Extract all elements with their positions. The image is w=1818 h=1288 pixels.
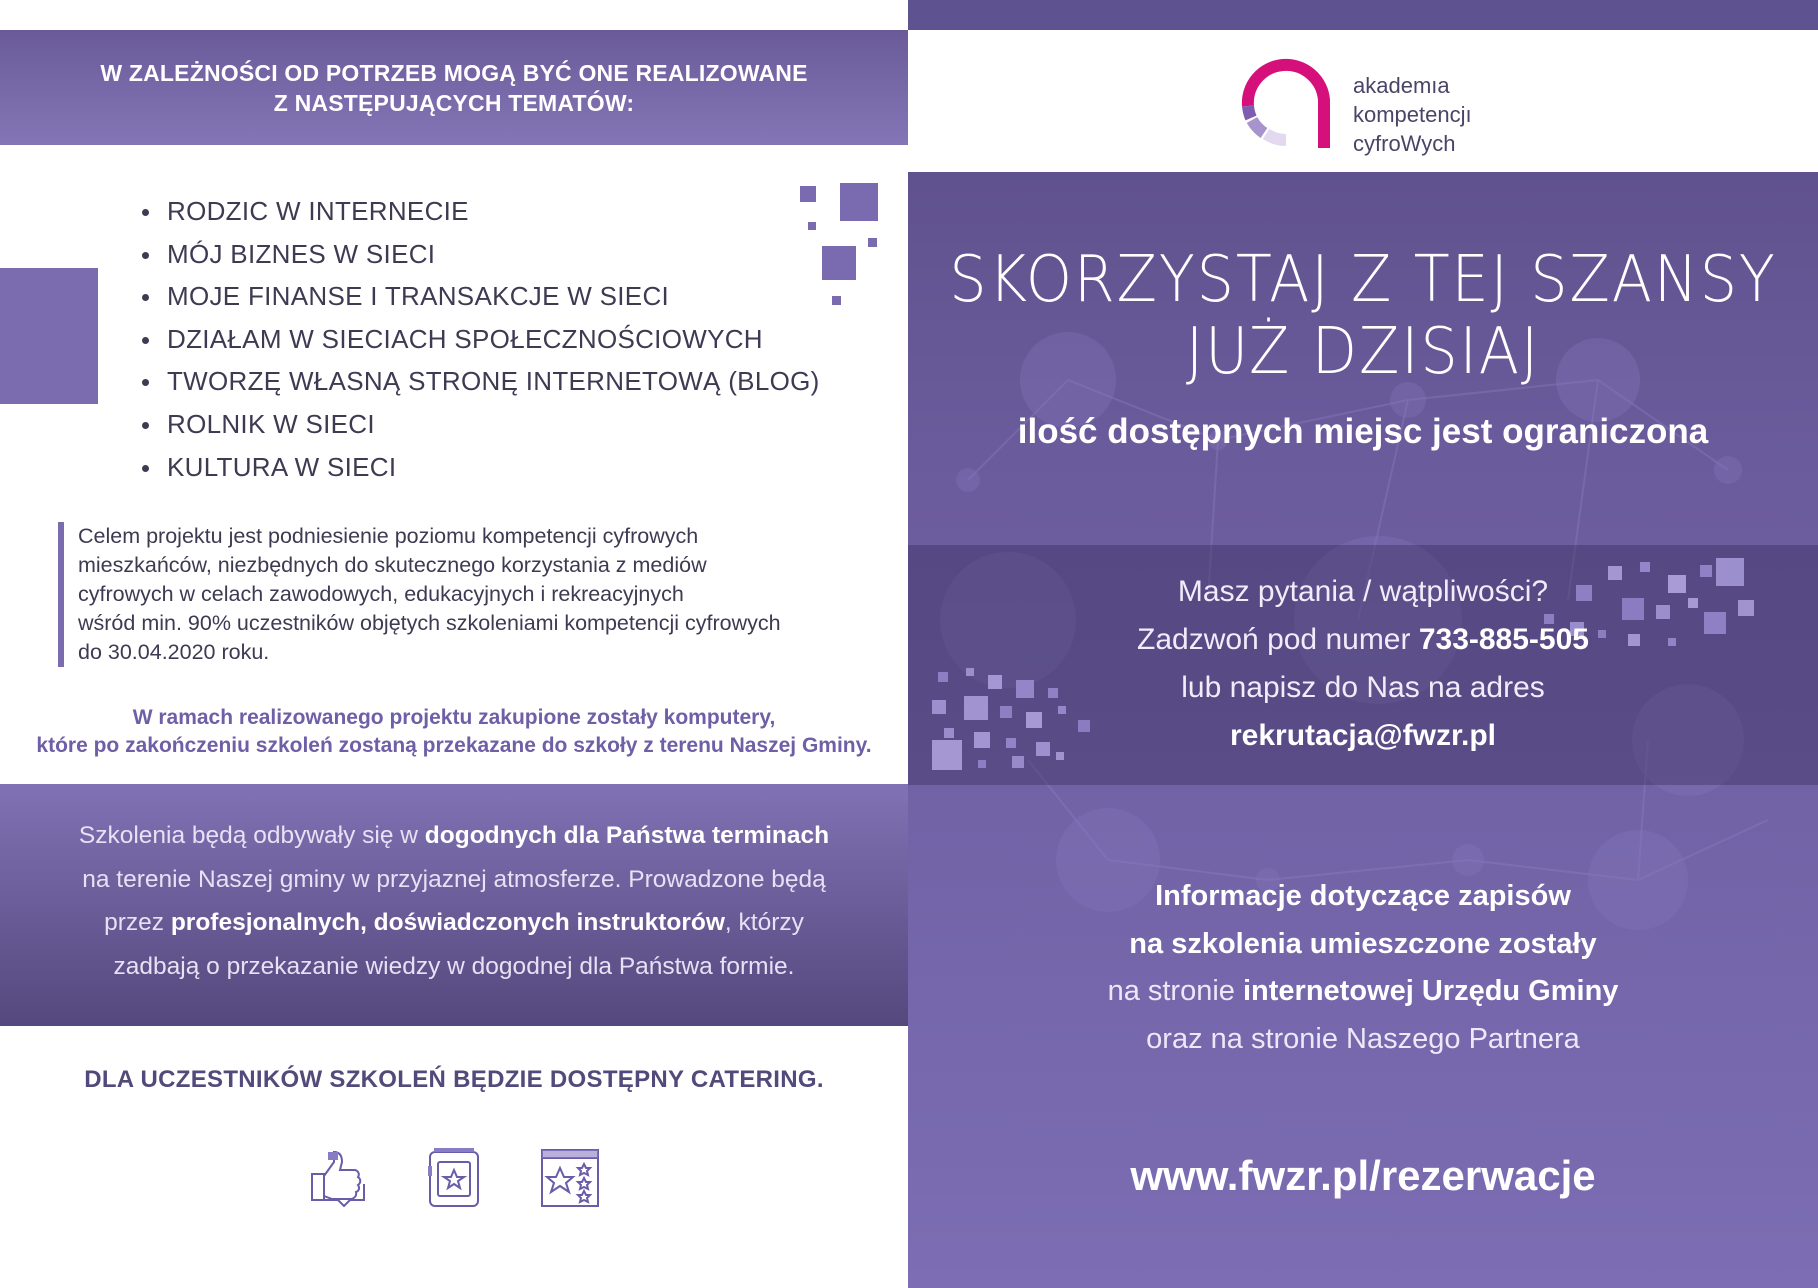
training-text: , którzy [724,909,804,936]
headline-line: JUŻ DZISIAJ [1185,315,1541,389]
website-link[interactable]: www.fwzr.pl/rezerwacje [1130,1152,1596,1199]
list-item [142,403,842,446]
info-text-bold: Informacje dotyczące zapisów [1155,880,1571,912]
contact-call-prefix: Zadzwoń pod numer [1137,623,1419,656]
topics-heading [0,58,908,118]
goal-line: cyfrowych w celach zawodowych, edukacyjnych i rekreacyjnych [78,582,684,606]
topics-heading-band [0,30,908,145]
goal-line: do 30.04.2020 roku. [78,640,270,664]
registration-info [908,873,1818,1063]
training-text: na terenie Naszej gminy w przyjaznej atmosferze. Prowadzone będą [82,865,826,893]
topic-label: MÓJ BIZNES W SIECI [167,238,436,269]
training-text-bold: profesjonalnych, doświadczonych instruktorów [170,909,725,936]
catering-note: DLA UCZESTNIKÓW SZKOLEŃ BĘDZIE DOSTĘPNY CATERING. [84,1066,824,1093]
topic-label: KULTURA W SIECI [167,451,397,482]
logo-line: akademıa [1353,73,1450,98]
contact-question: Masz pytania / wątpliwości? [1177,575,1549,608]
deco-square [978,760,986,768]
topics-heading-line: Z NASTĘPUJĄCYCH TEMATÓW: [273,90,635,116]
headline-line: SKORZYSTAJ Z TEJ SZANSY [949,243,1777,317]
computers-note [0,704,908,760]
rating-stars-icon [538,1146,602,1210]
tablet-star-icon [422,1146,486,1210]
logo-wordmark [1353,71,1472,158]
email-link[interactable]: rekrutacja@fwzr.pl [1229,719,1496,752]
training-text-bold: dogodnych dla Państwa terminach [424,822,830,849]
academy-logo-icon [1228,44,1340,156]
topic-label: ROLNIK W SIECI [167,408,375,439]
info-text-bold: internetowej Urzędu Gminy [1242,975,1619,1007]
topics-heading-line: W ZALEŻNOŚCI OD POTRZEB MOGĄ BYĆ ONE REALIZOWANE [100,60,808,86]
training-text: przez [104,909,171,936]
goal-line: wśród min. 90% uczestników objętych szkoleniami kompetencji cyfrowych [78,611,781,635]
top-strip [908,0,1818,30]
contact-write-text: lub napisz do Nas na adres [1181,671,1545,704]
training-info-text [0,814,908,988]
subheadline: ilość dostępnych miejsc jest ograniczona [1017,412,1709,451]
accent-block [0,268,98,404]
headline [944,244,1781,388]
training-text: Szkolenia będą odbywały się w [78,822,425,849]
bullet [142,209,149,216]
bullet [142,337,149,344]
deco-square [840,183,878,221]
bullet [142,294,149,301]
info-text: oraz na stronie Naszego Partnera [1146,1022,1580,1055]
training-info-band [0,784,908,1026]
topic-label: MOJE FINANSE I TRANSAKCJE W SIECI [167,281,670,312]
info-text: na stronie [1107,975,1243,1007]
list-item [142,318,842,361]
bullet [142,252,149,259]
contact-info [908,568,1818,760]
logo-line: cyfroWych [1353,131,1456,156]
topic-label: RODZIC W INTERNECIE [167,196,469,226]
deco-square [868,238,877,247]
left-panel [0,0,908,1288]
topics-list [142,190,842,488]
list-item [142,275,842,318]
computers-note-line: W ramach realizowanego projektu zakupione zostały komputery, [132,706,776,729]
list-item [142,233,842,276]
list-item [142,190,842,233]
training-text: zadbają o przekazanie wiedzy w dogodnej dla Państwa formie. [113,952,795,980]
topic-label: TWORZĘ WŁASNĄ STRONĘ INTERNETOWĄ (BLOG) [167,366,820,397]
logo-band [908,30,1818,172]
bullet [142,465,149,472]
bullet [142,422,149,429]
logo-line: kompetencjı [1353,102,1472,127]
right-panel [908,0,1818,1288]
thumbs-up-icon [306,1146,370,1210]
info-text-bold: na szkolenia umieszczone zostały [1129,927,1597,960]
bullet [142,379,149,386]
phone-number[interactable]: 733-885-505 [1418,623,1589,656]
goal-line: mieszkańców, niezbędnych do skutecznego korzystania z mediów [78,553,707,577]
project-goal-text [58,522,858,667]
list-item [142,446,842,489]
computers-note-line: które po zakończeniu szkoleń zostaną przekazane do szkoły z terenu Naszej Gminy. [36,734,872,757]
list-item [142,360,842,403]
goal-line: Celem projektu jest podniesienie poziomu kompetencji cyfrowych [78,524,699,548]
topic-label: DZIAŁAM W SIECIACH SPOŁECZNOŚCIOWYCH [167,323,763,354]
